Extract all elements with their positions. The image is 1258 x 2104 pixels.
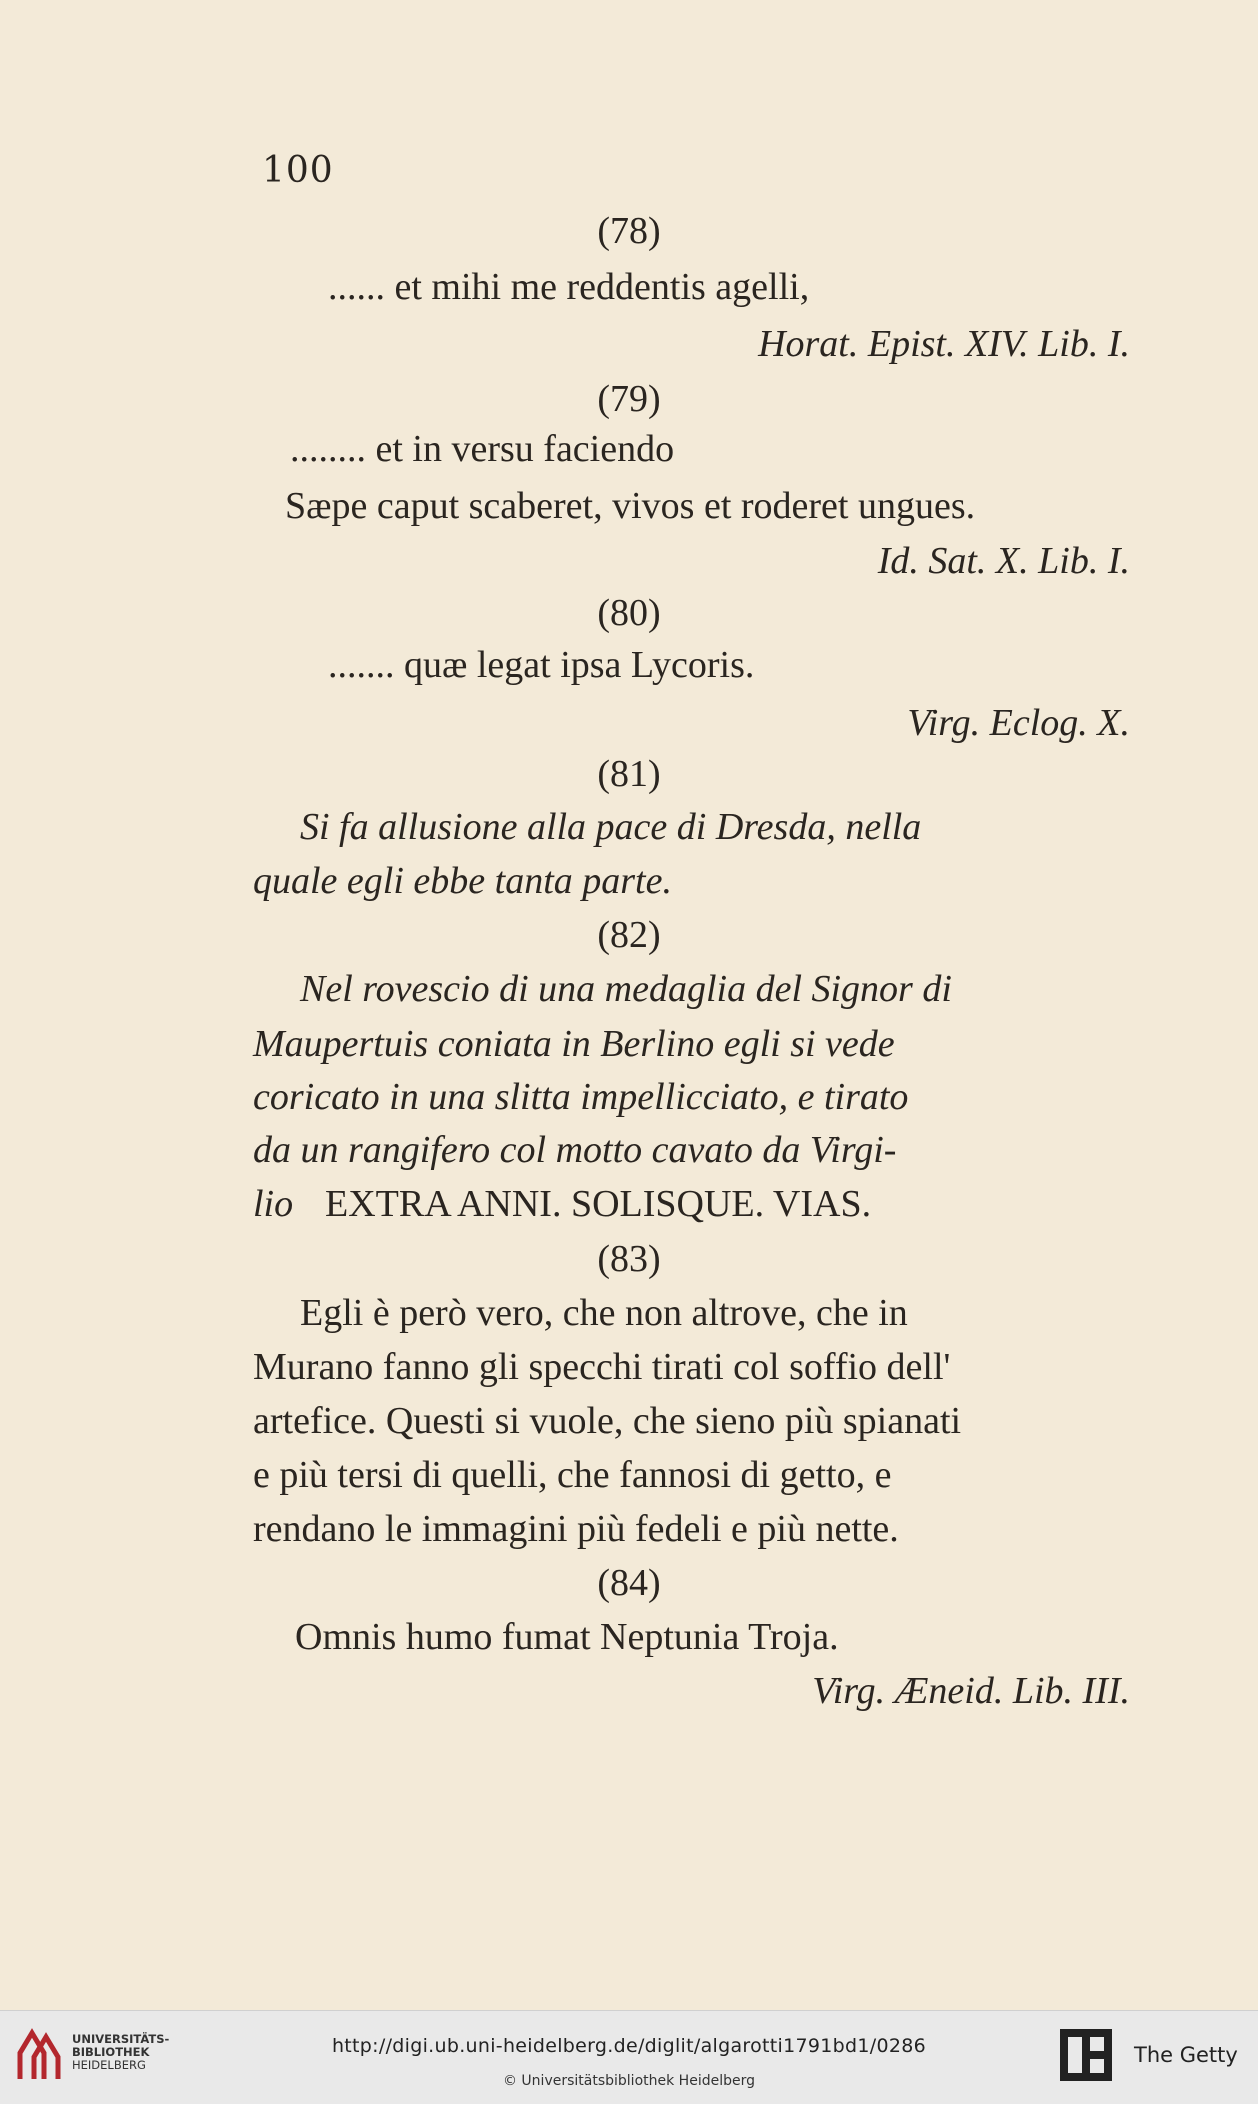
note-line: rendano le immagini più fedeli e più nette. xyxy=(253,1508,899,1550)
note-line: Sæpe caput scaberet, vivos et roderet ungues. xyxy=(285,485,976,527)
citation: Horat. Epist. XIV. Lib. I. xyxy=(758,323,1130,365)
note-number: (78) xyxy=(597,210,661,252)
note-line: e più tersi di quelli, che fannosi di getto, e xyxy=(253,1454,892,1496)
note-line: lio xyxy=(253,1183,294,1225)
library-name: UNIVERSITÄTS- BIBLIOTHEK HEIDELBERG xyxy=(72,2032,170,2072)
note-number: (81) xyxy=(597,753,661,795)
page-number: 100 xyxy=(262,150,334,191)
note-line: ...... et mihi me reddentis agelli, xyxy=(328,266,810,308)
citation: Virg. Æneid. Lib. III. xyxy=(812,1670,1130,1712)
note-line: ....... quæ legat ipsa Lycoris. xyxy=(328,644,755,686)
permalink-url[interactable]: http://digi.ub.uni-heidelberg.de/diglit/algarotti1791bd1/0286 xyxy=(331,2035,927,2057)
note-line: artefice. Questi si vuole, che sieno più spianati xyxy=(253,1400,962,1442)
viewer-footer xyxy=(0,2010,1258,2104)
note-number: (84) xyxy=(597,1562,661,1604)
note-line: Si fa allusione alla pace di Dresda, nella xyxy=(300,806,922,848)
note-number: (79) xyxy=(597,378,661,420)
citation: Virg. Eclog. X. xyxy=(907,702,1130,744)
note-line: coricato in una slitta impellicciato, e tirato xyxy=(253,1076,909,1118)
note-line: quale egli ebbe tanta parte. xyxy=(253,860,672,902)
note-line: da un rangifero col motto cavato da Virgi- xyxy=(253,1129,897,1171)
copyright: © Universitätsbibliothek Heidelberg xyxy=(502,2073,755,2089)
getty-logo-icon xyxy=(1060,2029,1112,2081)
note-line: Nel rovescio di una medaglia del Signor di xyxy=(300,968,952,1010)
note-number: (80) xyxy=(597,592,661,634)
note-line: Murano fanno gli specchi tirati col soffio dell' xyxy=(253,1346,951,1388)
note-line: Maupertuis coniata in Berlino egli si vede xyxy=(253,1023,895,1065)
note-number: (82) xyxy=(597,914,661,956)
citation: Id. Sat. X. Lib. I. xyxy=(877,540,1130,582)
note-number: (83) xyxy=(597,1238,661,1280)
note-line: Egli è però vero, che non altrove, che in xyxy=(300,1292,908,1334)
note-line: ........ et in versu faciendo xyxy=(290,428,675,470)
motto: EXTRA ANNI. SOLISQUE. VIAS. xyxy=(325,1183,872,1225)
note-line: Omnis humo fumat Neptunia Troja. xyxy=(295,1616,839,1658)
getty-name: The Getty xyxy=(1134,2043,1238,2067)
